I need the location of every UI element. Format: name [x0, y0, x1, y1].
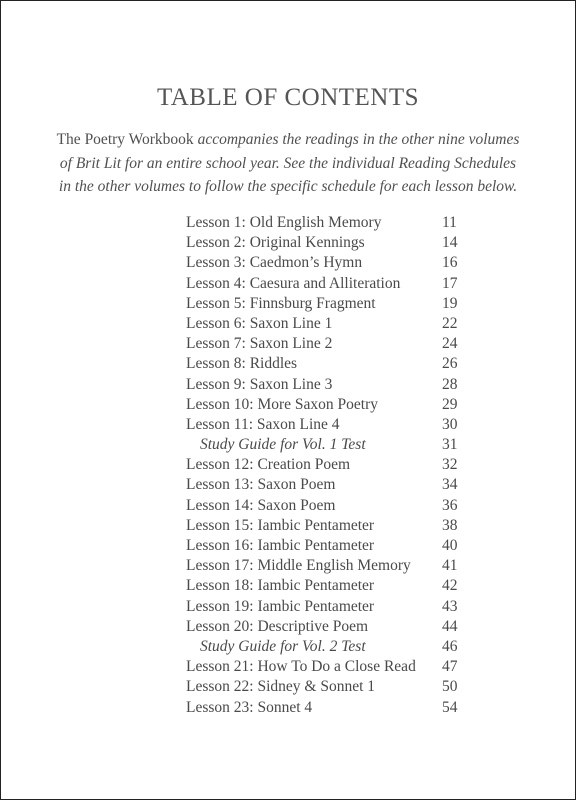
toc-entry-page-number: 41 [442, 557, 458, 575]
toc-entry-page-number: 42 [442, 577, 458, 595]
toc-entry [186, 415, 466, 435]
toc-entry-label: Study Guide for Vol. 1 Test [200, 436, 366, 454]
toc-entry-label: Lesson 17: Middle English Memory [186, 557, 411, 575]
toc-entry-label: Lesson 11: Saxon Line 4 [186, 415, 340, 433]
toc-entry-label: Lesson 7: Saxon Line 2 [186, 335, 333, 353]
toc-entry-page-number: 46 [442, 637, 458, 655]
toc-entry-label: Lesson 14: Saxon Poem [186, 496, 336, 514]
toc-entry [186, 314, 466, 334]
toc-entry-page-number: 16 [442, 254, 458, 272]
toc-entry-label: Lesson 3: Caedmon’s Hymn [186, 254, 363, 272]
intro-lead: The [56, 131, 81, 148]
toc-study-guide-entry [186, 435, 466, 455]
toc-entry-page-number: 11 [442, 214, 457, 231]
toc-entry-page-number: 32 [442, 456, 458, 474]
toc-entry [186, 213, 466, 233]
toc-entry-page-number: 30 [442, 415, 458, 433]
toc-entry-page-number: 17 [442, 274, 458, 292]
toc-entry [186, 334, 466, 354]
toc-entry-page-number: 47 [442, 658, 458, 676]
toc-list [186, 213, 466, 718]
toc-entry [186, 617, 466, 637]
toc-entry-page-number: 44 [442, 617, 458, 635]
toc-entry [186, 354, 466, 374]
toc-entry-label: Lesson 13: Saxon Poem [186, 476, 336, 494]
toc-entry [186, 475, 466, 495]
toc-entry-page-number: 34 [442, 476, 458, 494]
toc-entry [186, 253, 466, 273]
toc-entry [186, 294, 466, 314]
intro-line-1-rest: accompanies the readings in the other nine volumes [197, 131, 520, 148]
intro-book-title: Poetry Workbook [84, 131, 194, 148]
toc-entry [186, 597, 466, 617]
toc-entry-label: Lesson 4: Caesura and Alliteration [186, 274, 401, 292]
toc-entry [186, 274, 466, 294]
toc-entry [186, 657, 466, 677]
toc-entry [186, 496, 466, 516]
toc-entry-page-number: 22 [442, 314, 458, 332]
toc-entry-label: Lesson 18: Iambic Pentameter [186, 577, 375, 595]
toc-entry-page-number: 36 [442, 496, 458, 514]
toc-entry-label: Lesson 8: Riddles [186, 355, 298, 373]
toc-entry-label: Lesson 19: Iambic Pentameter [186, 597, 375, 615]
toc-entry-label: Lesson 5: Finnsburg Fragment [186, 294, 376, 312]
page-title: TABLE OF CONTENTS [156, 84, 420, 111]
toc-entry [186, 395, 466, 415]
toc-entry-page-number: 29 [442, 395, 458, 413]
toc-entry-label: Lesson 12: Creation Poem [186, 456, 351, 474]
toc-entry-label: Lesson 15: Iambic Pentameter [186, 516, 375, 534]
toc-entry [186, 698, 466, 718]
toc-entry-page-number: 26 [442, 355, 458, 373]
toc-entry [186, 455, 466, 475]
intro-line-1 [57, 131, 520, 148]
toc-entry-page-number: 40 [442, 537, 458, 554]
toc-entry-page-number: 50 [442, 678, 458, 696]
toc-entry [186, 233, 466, 253]
toc-entry [186, 677, 466, 697]
toc-entry-label: Lesson 22: Sidney & Sonnet 1 [186, 678, 376, 696]
toc-entry-label: Lesson 23: Sonnet 4 [186, 698, 313, 716]
toc-entry-page-number: 24 [442, 335, 458, 353]
toc-entry-label: Lesson 21: How To Do a Close Read [186, 658, 416, 676]
toc-entry-page-number: 28 [442, 375, 458, 393]
toc-entry-page-number: 43 [442, 597, 458, 615]
toc-entry [186, 536, 466, 556]
toc-entry-label: Lesson 10: More Saxon Poetry [186, 395, 379, 413]
toc-entry-page-number: 38 [442, 516, 458, 534]
toc-entry-label: Study Guide for Vol. 2 Test [200, 637, 366, 655]
intro-line-3: in the other volumes to follow the specific schedule for each lesson below. [58, 178, 518, 195]
toc-entry-label: Lesson 6: Saxon Line 1 [186, 314, 333, 332]
toc-entry-label: Lesson 2: Original Kennings [186, 234, 365, 252]
toc-entry-page-number: 14 [442, 234, 458, 252]
intro-paragraph [0, 128, 576, 199]
toc-entry [186, 375, 466, 395]
toc-entry [186, 516, 466, 536]
toc-entry-label: Lesson 20: Descriptive Poem [186, 617, 369, 635]
toc-entry-page-number: 31 [442, 436, 458, 454]
toc-entry [186, 576, 466, 596]
toc-entry [186, 556, 466, 576]
toc-entry-label: Lesson 16: Iambic Pentameter [186, 537, 375, 554]
toc-entry-page-number: 54 [442, 698, 458, 716]
toc-entry-label: Lesson 9: Saxon Line 3 [186, 375, 333, 393]
intro-line-2: of Brit Lit for an entire school year. See the individual Reading Schedules [59, 154, 517, 172]
toc-entry-label: Lesson 1: Old English Memory [186, 214, 382, 231]
toc-entry-page-number: 19 [442, 294, 458, 312]
toc-study-guide-entry [186, 637, 466, 657]
